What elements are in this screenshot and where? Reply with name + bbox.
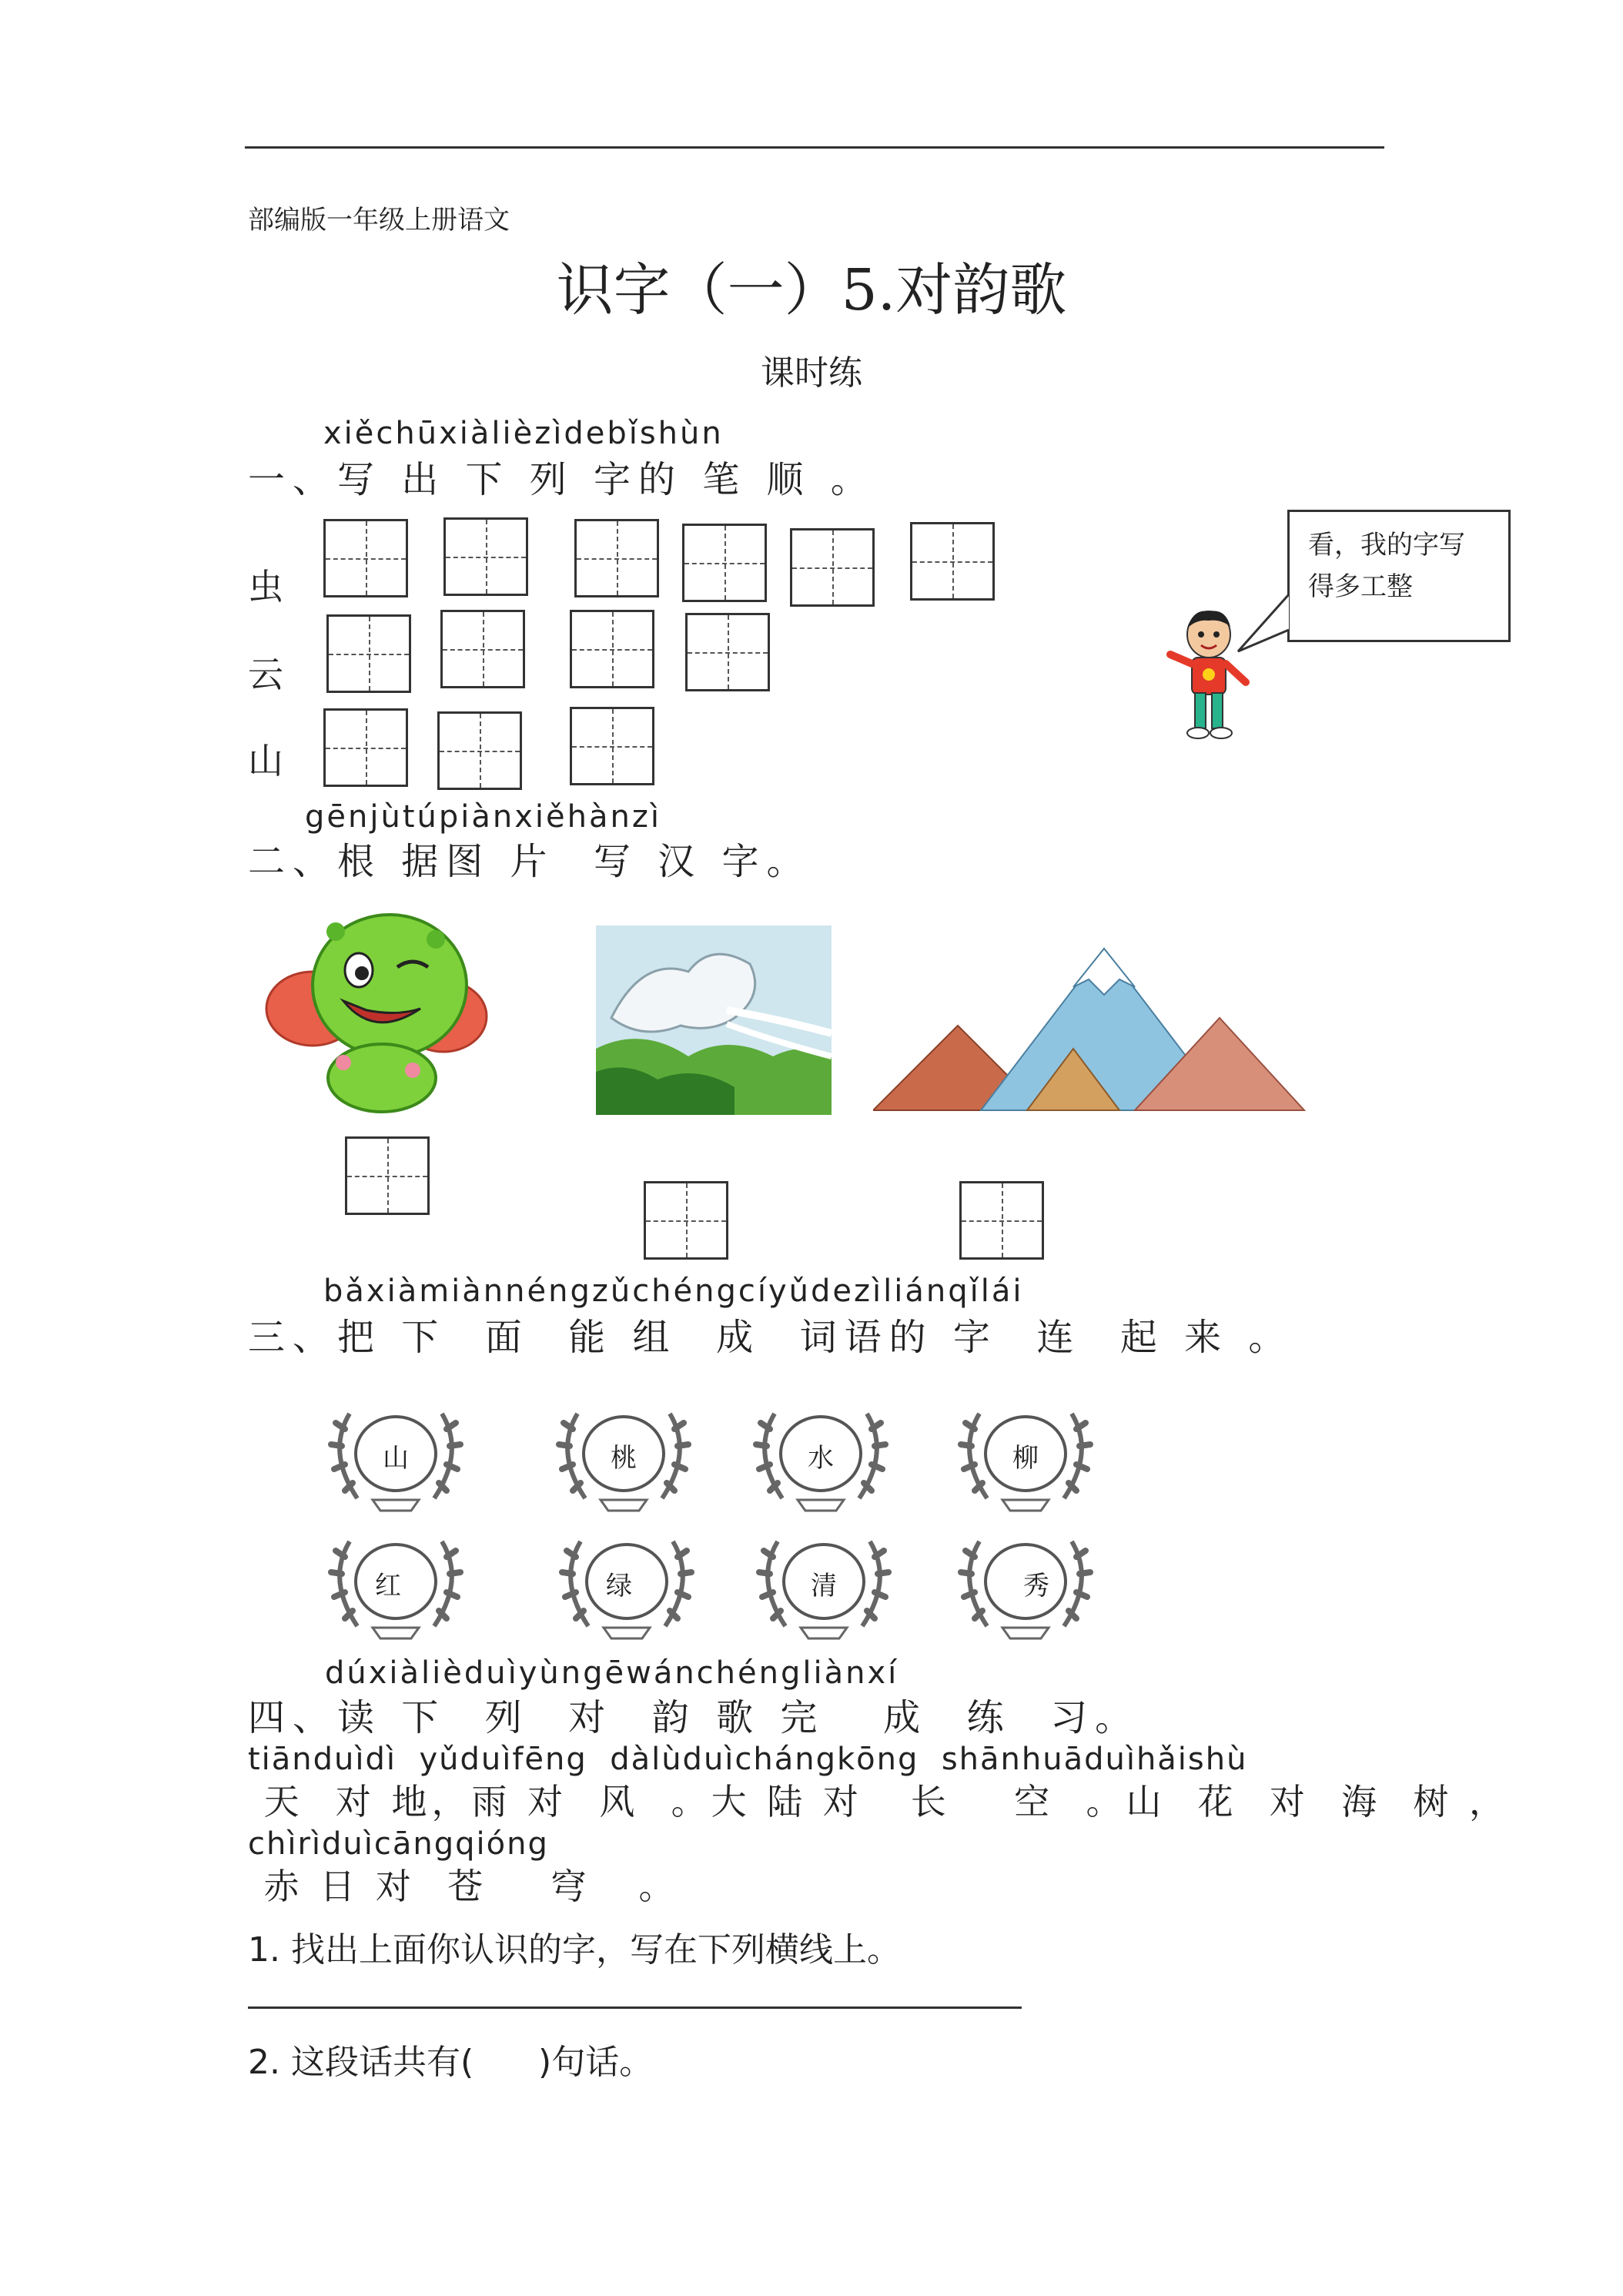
- writing-box[interactable]: [323, 708, 408, 787]
- wreath-label-tao[interactable]: 桃: [611, 1443, 637, 1474]
- question-1: 1. 找出上面你认识的字，写在下列横线上。: [248, 1930, 901, 1970]
- wreath-label-liu[interactable]: 柳: [1012, 1443, 1039, 1474]
- writing-box[interactable]: [790, 528, 875, 607]
- writing-box[interactable]: [570, 707, 654, 785]
- writing-box[interactable]: [443, 517, 528, 596]
- poem-pinyin-2: chìrìduìcāngqióng: [248, 1826, 549, 1862]
- poem-line-1: 天 对 地，雨 对 风 。大 陆 对 长 空 。山 花 对 海 树 ，: [248, 1781, 1510, 1822]
- top-rule: [245, 146, 1384, 149]
- wind-answer-box[interactable]: [644, 1181, 728, 1260]
- page-header: 部编版一年级上册语文: [248, 205, 510, 236]
- poem-line-2: 赤 日 对 苍 穹 。: [248, 1866, 679, 1907]
- bubble-line-1: 看，我的字写: [1308, 530, 1465, 561]
- section3-heading: 三、把 下 面 能 组 成 词语的 字 连 起 来 。: [248, 1316, 1293, 1359]
- bubble-line-2: 得多工整: [1308, 571, 1413, 602]
- writing-box[interactable]: [326, 614, 411, 693]
- char-label-shan: 山: [248, 740, 283, 782]
- char-label-chong: 虫: [248, 566, 283, 607]
- section1-heading: 一、写 出 下 列 字的 笔 顺 。: [248, 458, 875, 501]
- caterpillar-answer-box[interactable]: [345, 1136, 430, 1215]
- caterpillar-icon: [259, 901, 513, 1116]
- page-subtitle: 课时练: [761, 353, 862, 393]
- writing-box[interactable]: [570, 610, 654, 688]
- writing-box[interactable]: [685, 613, 770, 691]
- page-title: 识字（一）5.对韵歌: [556, 257, 1067, 323]
- section4-heading: 四、读 下 列 对 韵 歌 完 成 练 习。: [248, 1696, 1140, 1739]
- section2-heading: 二、根 据图 片 写 汉 字。: [248, 840, 812, 883]
- char-label-yun: 云: [248, 654, 283, 695]
- section2-pinyin: gēnjùtúpiànxiěhànzì: [305, 799, 661, 835]
- question-2: 2. 这段话共有( )句话。: [248, 2043, 654, 2082]
- speech-bubble: [1287, 510, 1511, 642]
- writing-box[interactable]: [910, 522, 995, 601]
- wind-picture: [596, 925, 832, 1115]
- section4-pinyin: dúxiàlièduìyùngēwánchéngliànxí: [325, 1655, 899, 1691]
- wreath-label-shui[interactable]: 水: [808, 1443, 834, 1474]
- writing-box[interactable]: [682, 524, 767, 602]
- wreath-label-lv[interactable]: 绿: [606, 1571, 632, 1602]
- cartoon-boy-icon: [1155, 608, 1263, 747]
- writing-box[interactable]: [437, 711, 522, 790]
- mountain-answer-box[interactable]: [959, 1181, 1044, 1260]
- writing-box[interactable]: [323, 519, 408, 597]
- answer-line[interactable]: [248, 2006, 1022, 2009]
- mountain-icon: [873, 933, 1315, 1118]
- section3-pinyin: bǎxiàmiànnéngzǔchéngcíyǔdezìliánqǐlái: [323, 1274, 1024, 1309]
- section1-pinyin: xiěchūxiàlièzìdebǐshùn: [323, 416, 724, 451]
- wreath-label-xiu[interactable]: 秀: [1023, 1571, 1049, 1602]
- writing-box[interactable]: [574, 519, 659, 597]
- writing-box[interactable]: [440, 610, 525, 688]
- wreath-label-shan[interactable]: 山: [383, 1443, 409, 1474]
- wreath-label-hong[interactable]: 红: [375, 1571, 401, 1602]
- wreath-label-qing[interactable]: 清: [811, 1571, 837, 1602]
- poem-pinyin-1: tiānduìdì yǔduìfēng dàlùduìchángkōng shānhuāduìhǎishù: [248, 1742, 1248, 1777]
